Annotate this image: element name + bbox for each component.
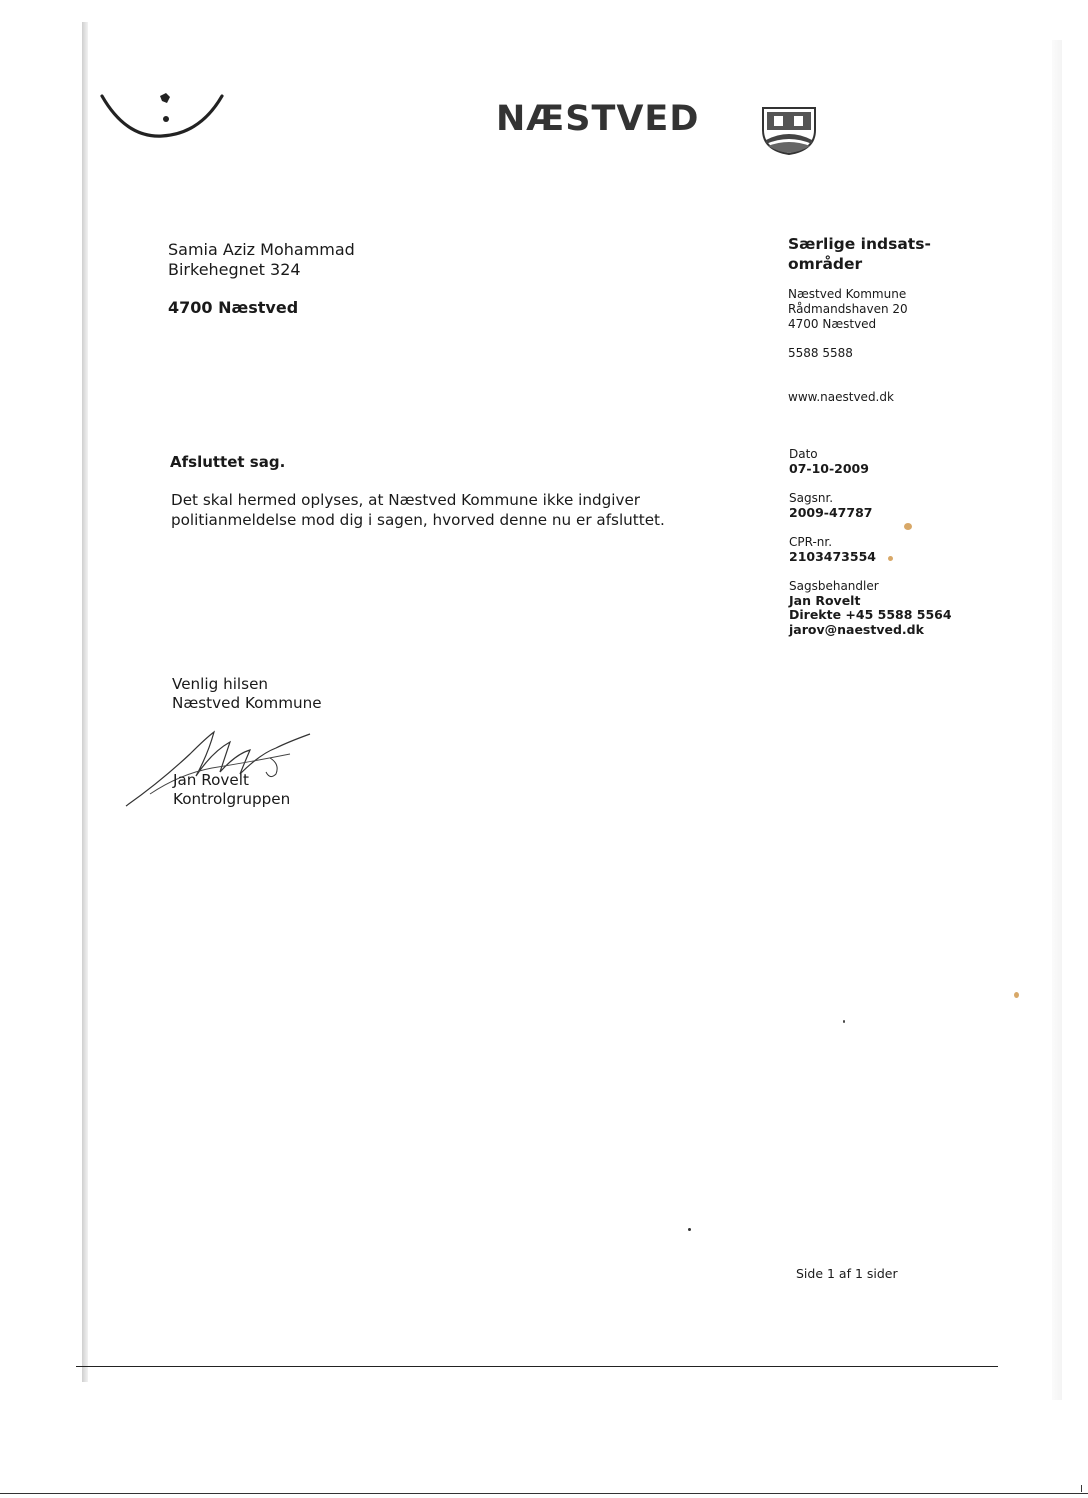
svg-text:NÆSTVED: NÆSTVED: [496, 100, 700, 136]
department-line-2: områder: [788, 255, 863, 273]
dust-speck: [688, 1228, 691, 1231]
dust-speck: [843, 1020, 845, 1023]
recipient-city: 4700 Næstved: [168, 298, 299, 317]
sender-phone: 5588 5588: [788, 346, 853, 360]
coat-of-arms-icon: [760, 104, 818, 156]
recipient-address: [168, 240, 355, 280]
department-name: [788, 234, 931, 274]
case-number-field: [789, 491, 952, 520]
corner-mark: I: [1080, 1484, 1083, 1495]
sender-contact: [788, 287, 908, 405]
department-line-1: Særlige indsats-: [788, 235, 931, 253]
letter-closing: [172, 675, 322, 713]
page-count: Side 1 af 1 sider: [796, 1266, 898, 1281]
body-line-1: Det skal hermed oplyses, at Næstved Kommune ikke indgiver: [171, 491, 641, 509]
date-label: Dato: [789, 447, 818, 461]
handler-name: Jan Rovelt: [789, 592, 861, 608]
letter-body: [171, 490, 665, 530]
recipient-name: Samia Aziz Mohammad: [168, 240, 355, 259]
handler-label: Sagsbehandler: [789, 579, 879, 593]
smile-emblem-icon: [96, 86, 226, 142]
sender-street: Rådmandshaven 20: [788, 302, 908, 316]
signer-block: [173, 771, 290, 809]
case-metadata: [789, 447, 952, 652]
sender-org: Næstved Kommune: [788, 287, 907, 301]
handler-direct-phone: Direkte +45 5588 5564: [789, 607, 952, 622]
closing-greeting: Venlig hilsen: [172, 675, 269, 693]
date-value: 07-10-2009: [789, 460, 869, 476]
cpr-label: CPR-nr.: [789, 535, 833, 549]
cpr-value: 2103473554: [789, 548, 876, 564]
case-number-value: 2009-47787: [789, 504, 873, 520]
scan-bottom-rule: [0, 1493, 1088, 1494]
signer-name: Jan Rovelt: [173, 771, 249, 789]
stain-speck: [904, 523, 912, 530]
paper-edge-left: [82, 22, 88, 1382]
page-bottom-rule: [76, 1366, 998, 1367]
sender-city: 4700 Næstved: [788, 317, 877, 331]
date-field: [789, 447, 952, 476]
signer-unit: Kontrolgruppen: [173, 790, 291, 808]
cpr-field: [789, 535, 952, 564]
sender-website: www.naestved.dk: [788, 390, 894, 404]
letter-subject: Afsluttet sag.: [170, 453, 286, 471]
handler-email: jarov@naestved.dk: [789, 621, 924, 637]
paper-edge-right: [1052, 40, 1062, 1400]
stain-speck: [888, 556, 893, 561]
naestved-logo: [496, 100, 722, 136]
handler-field: [789, 579, 952, 637]
closing-organization: Næstved Kommune: [172, 694, 322, 712]
body-line-2: politianmeldelse mod dig i sagen, hvorved denne nu er afsluttet.: [171, 511, 665, 529]
case-number-label: Sagsnr.: [789, 491, 834, 505]
stain-speck: [1014, 992, 1019, 998]
recipient-street: Birkehegnet 324: [168, 260, 301, 279]
